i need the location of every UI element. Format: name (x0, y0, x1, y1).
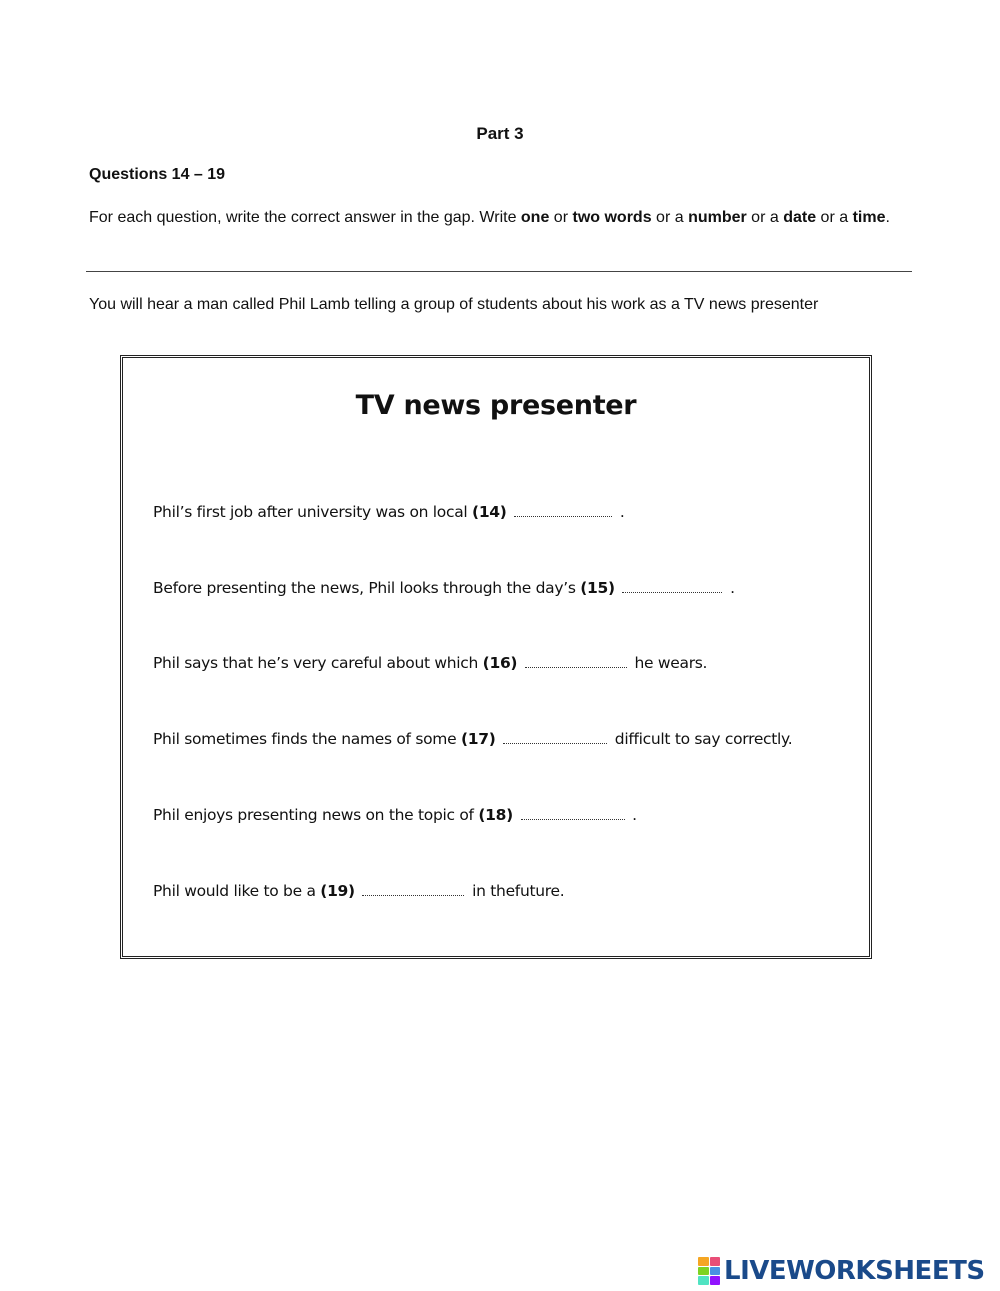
answer-gap-19[interactable] (362, 881, 464, 896)
question-16: Phil says that he’s very careful about which (16) he wears. (153, 654, 708, 672)
logo-block (698, 1257, 709, 1266)
logo-block (698, 1276, 709, 1285)
logo-text: LIVEWORKSHEETS (724, 1256, 985, 1286)
answer-gap-18[interactable] (521, 805, 625, 820)
answer-gap-17[interactable] (503, 729, 607, 744)
logo-block (710, 1257, 721, 1266)
question-17: Phil sometimes finds the names of some (17) difficult to say correctly. (153, 730, 793, 748)
box-title: TV news presenter (355, 390, 637, 421)
instructions: For each question, write the correct answer in the gap. Write one or two words or a number or a date or a time. (89, 209, 890, 226)
answer-gap-14[interactable] (514, 502, 612, 517)
logo-block (698, 1267, 709, 1276)
liveworksheets-logo (698, 1256, 985, 1286)
logo-block (710, 1267, 721, 1276)
question-18: Phil enjoys presenting news on the topic of (18) . (153, 806, 637, 824)
intro-text: You will hear a man called Phil Lamb telling a group of students about his work as a TV news presenter (89, 296, 819, 313)
answer-gap-16[interactable] (525, 653, 627, 668)
divider (86, 271, 912, 272)
question-14: Phil’s first job after university was on local (14) . (153, 503, 625, 521)
question-15: Before presenting the news, Phil looks through the day’s (15) . (153, 579, 735, 597)
part-title: Part 3 (476, 124, 524, 143)
logo-icon (698, 1257, 720, 1285)
questions-heading: Questions 14 – 19 (89, 166, 226, 183)
logo-block (710, 1276, 721, 1285)
question-19: Phil would like to be a (19) in thefuture. (153, 882, 565, 900)
answer-gap-15[interactable] (622, 578, 722, 593)
